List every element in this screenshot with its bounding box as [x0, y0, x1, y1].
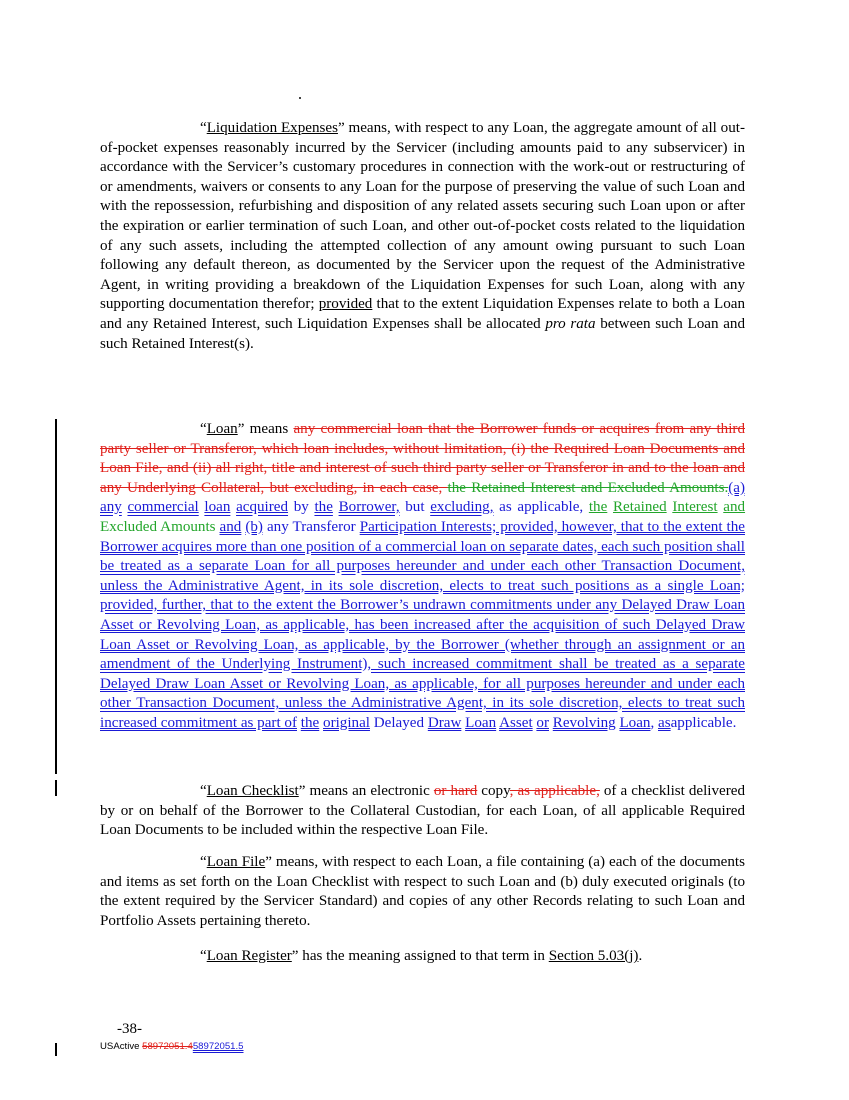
inserted-text: original — [323, 714, 370, 731]
pro-rata-term: pro rata — [545, 315, 596, 332]
inserted-text: Borrower, — [338, 499, 400, 516]
definition-loan-register — [100, 947, 745, 967]
section-reference[interactable]: Section 5.03(j) — [548, 948, 639, 964]
defined-term: Loan — [206, 421, 238, 437]
quote-open: “ — [200, 783, 207, 799]
definition-loan — [100, 420, 745, 734]
quote-open: “ — [200, 421, 207, 437]
inserted-text: as — [658, 714, 671, 731]
footer-inserted-version: 58972051.5 — [192, 1041, 244, 1052]
deleted-text: or hard — [433, 783, 478, 799]
inserted-text: by — [288, 499, 315, 516]
stray-mark — [299, 97, 301, 99]
definition-loan-checklist — [100, 782, 745, 841]
defined-term: Loan Checklist — [206, 783, 299, 799]
definition-text: . — [638, 948, 643, 964]
definition-text: of a checklist delivered by or on behalf of the Borrower to the Collateral Custodian, for each Loan, of all applicable Required Loan Documents to be included within the respective Loan File. — [100, 783, 746, 839]
inserted-text: , — [650, 714, 659, 731]
moved-text: Interest — [672, 499, 718, 516]
footer-deleted-version: 58972051.4 — [142, 1041, 193, 1052]
deleted-text: any commercial loan that the Borrower funds or acquires from any third party seller or Transferor, which loan includes, without limitation, (i) the Required Loan Documents and Loan File, and (ii) all right, title and interest of such third party seller or Transferor in and to the loan and any Underlying Collateral, but excluding, in each case, — [100, 421, 745, 496]
footer-label: USActive — [100, 1041, 143, 1052]
defined-term: Loan File — [206, 854, 266, 870]
definition-text: ” means, with respect to any Loan, the aggregate amount of all out-of-pocket expenses reasonably incurred by the Servicer (including amounts paid to any subservicer) in accordance with the Servicer’s customary procedures in connection with the work-out or restructuring of or amendments, waivers or consents to any Loan for the purpose of preserving the value of such Loan and with the repossession, refurbishing and disposition of any related assets securing such Loan upon or after the expiration or earlier termination of such Loan, and other out-of-pocket costs related to the liquidation of any such assets, including the attempted collection of any amount owing pursuant to such Loan following any default thereon, as documented by the Servicer upon the request of the Administrative Agent, in writing providing a breakdown of the Liquidation Expenses for such Loan, along with any supporting documentation therefor; — [100, 120, 745, 313]
defined-term: Liquidation Expenses — [206, 120, 338, 136]
moved-text: the — [588, 499, 608, 516]
definition-text: ” has the meaning assigned to that term in — [291, 948, 549, 964]
inserted-text: and — [219, 518, 242, 535]
inserted-text: but — [399, 499, 431, 516]
inserted-text: or — [536, 714, 549, 731]
inserted-text: applicable. — [670, 714, 737, 731]
definition-loan-file — [100, 853, 745, 931]
inserted-text: Loan — [465, 714, 497, 731]
inserted-text: as applicable, — [493, 499, 589, 516]
inserted-text: loan — [204, 499, 231, 516]
inserted-text: any Transferor — [262, 518, 360, 535]
change-bar — [55, 780, 57, 796]
definition-text: ” means, with respect to each Loan, a file containing (a) each of the documents and items as set forth on the Loan Checklist with respect to such Loan and (b) duly executed originals (to the extent required by the Servicer Standard) and copies of any other Records relating to such Loan and Portfolio Assets pertaining thereto. — [100, 854, 745, 929]
quote-open: “ — [200, 948, 207, 964]
moved-text: Excluded — [100, 518, 157, 535]
definition-text: ” means an electronic — [298, 783, 434, 799]
moved-text: Amounts — [157, 518, 220, 535]
deleted-text: , as applicable, — [509, 783, 600, 799]
inserted-text: commercial — [127, 499, 199, 516]
document-footer — [100, 1041, 244, 1052]
definition-text: that to the extent Liquidation Expenses relate to both a Loan and any Retained Interest, such Liquidation Expenses shall be allocated — [100, 296, 745, 332]
inserted-text: any — [100, 499, 122, 516]
moved-text: Retained — [612, 499, 667, 516]
inserted-text: (b) — [245, 518, 263, 535]
inserted-text: acquired — [236, 499, 289, 516]
change-bar — [55, 419, 57, 774]
inserted-text: (a) — [728, 479, 745, 496]
quote-open: “ — [200, 854, 207, 870]
definition-liquidation-expenses — [100, 119, 745, 354]
change-bar — [55, 1043, 57, 1056]
moved-text: and — [723, 499, 746, 516]
inserted-text: Loan — [619, 714, 651, 731]
definition-text: copy — [477, 783, 510, 799]
inserted-text: Asset — [499, 714, 533, 731]
inserted-text: Draw — [427, 714, 462, 731]
inserted-text: excluding, — [430, 499, 494, 516]
moved-deleted-text: the Retained Interest and Excluded Amounts. — [447, 479, 729, 496]
inserted-text: Revolving — [552, 714, 616, 731]
inserted-text: the — [300, 714, 320, 731]
definition-text: between such Loan and such Retained Interest(s). — [100, 315, 746, 352]
inserted-text: Delayed — [369, 714, 428, 731]
provided-term: provided — [318, 296, 373, 313]
inserted-text: Participation Interests; provided, however, that to the extent the Borrower acquires more than one position of a commercial loan on separate dates, each such position shall be treated as a separate Loan for all purposes hereunder and under each other Transaction Document, unless the Administrative Agent, in its sole discretion, elects to treat such positions as a single Loan; provided, further, that to the extent the Borrower’s undrawn commitments under any Delayed Draw Loan Asset or Revolving Loan, as applicable, has been increased after the acquisition of such Delayed Draw Loan Asset or Revolving Loan, as applicable, by the Borrower (whether through an assignment or an amendment of the Underlying Instrument), such increased commitment shall be treated as a separate Delayed Draw Loan Asset or Revolving Loan, as applicable, for all purposes hereunder and under each other Transaction Document, unless the Administrative Agent, in its sole discretion, elects to treat such increased commitment as part of — [100, 518, 745, 731]
inserted-text: the — [314, 499, 333, 516]
definition-text: ” means — [237, 421, 294, 437]
page-number: -38- — [117, 1021, 142, 1037]
quote-open: “ — [200, 120, 207, 136]
defined-term: Loan Register — [206, 948, 292, 964]
